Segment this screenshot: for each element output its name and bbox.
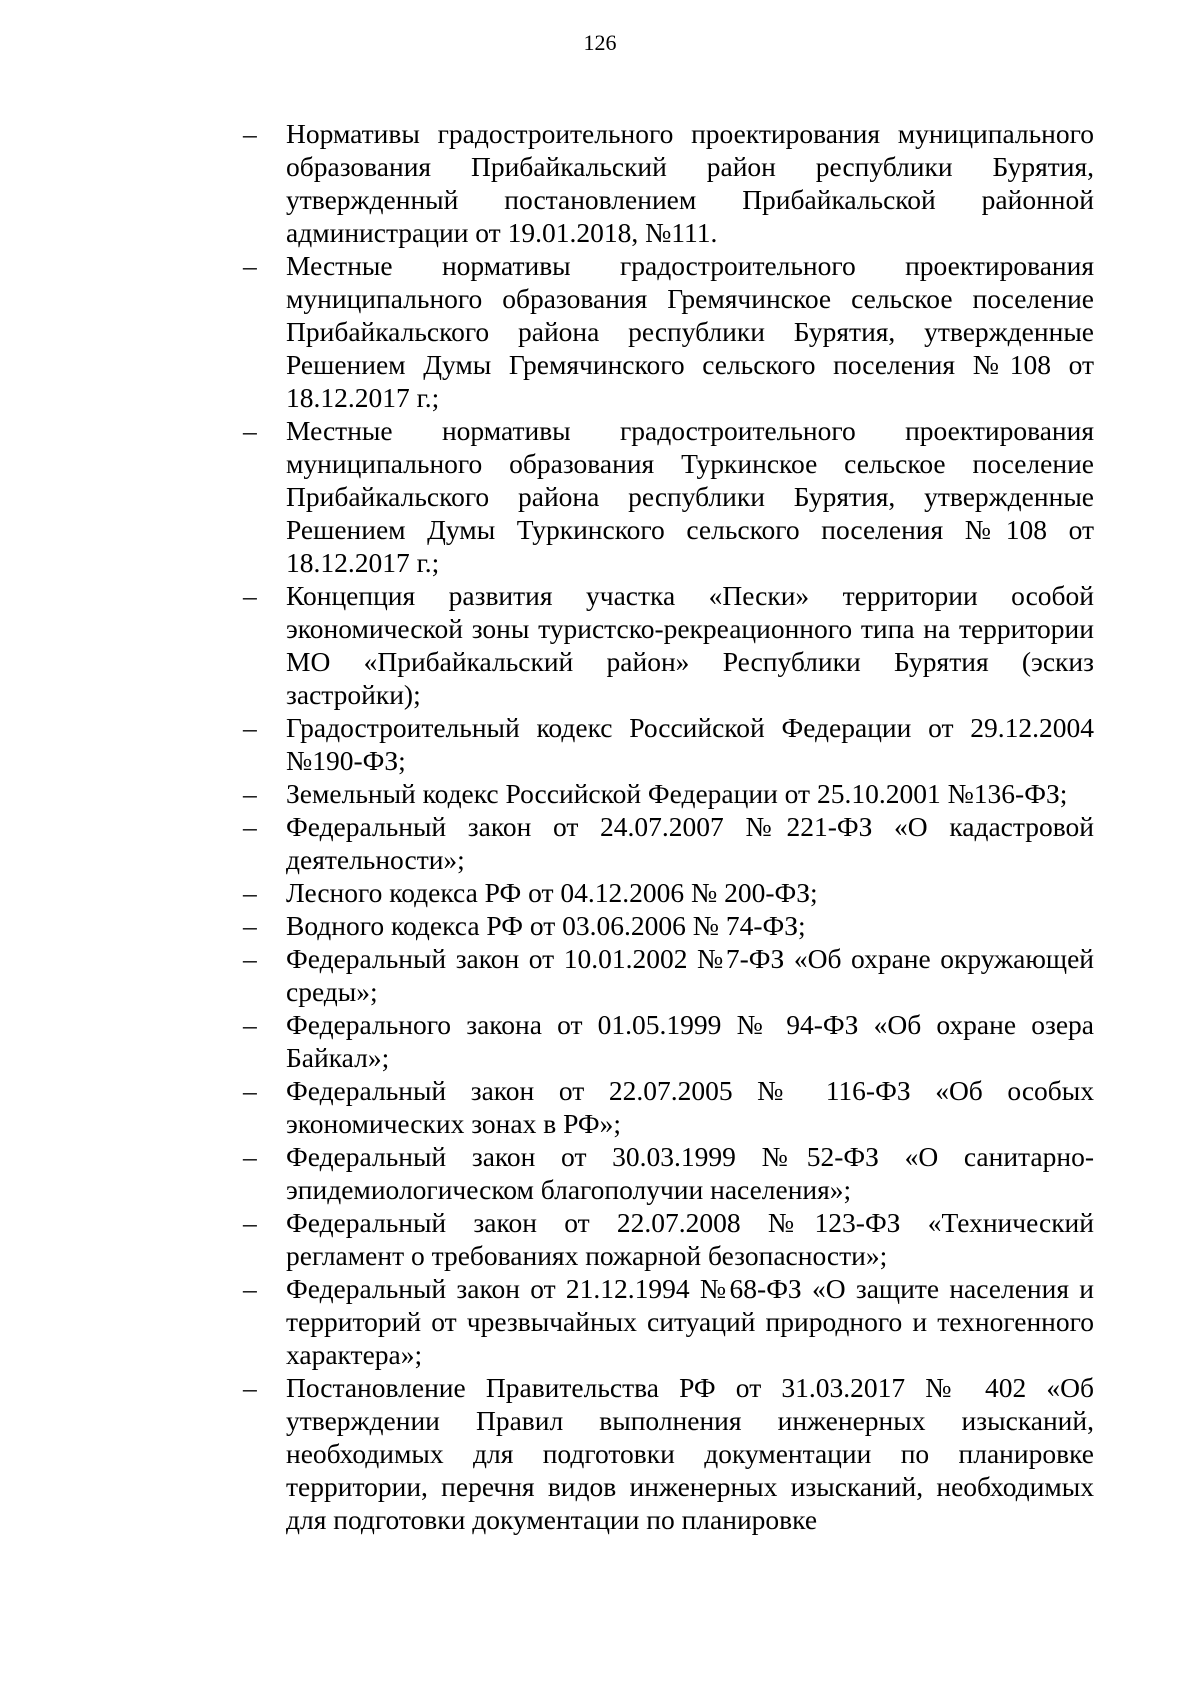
list-item-text: Федеральный закон от 30.03.1999 №52-ФЗ «О санитарно-эпидемиологическом благополучии населения»;	[286, 1141, 1094, 1205]
list-item	[0, 1272, 1200, 1371]
list-item	[0, 777, 1200, 810]
list-item	[0, 876, 1200, 909]
list-item	[0, 810, 1200, 876]
list-item-text: Местные нормативы градостроительного проектирования муниципального образования Туркинское сельское поселение Прибайкальского района республики Бурятия, утвержденные Решением Думы Туркинского сельского поселения №108 от 18.12.2017 г.;	[286, 415, 1094, 578]
list-item-text: Федеральный закон от 22.07.2008 №123-ФЗ «Технический регламент о требованиях пожарной безопасности»;	[286, 1207, 1094, 1271]
list-item	[0, 1371, 1200, 1536]
page-number: 126	[583, 30, 617, 55]
list-item-text: Концепция развития участка «Пески» территории особой экономической зоны туристско-рекреационного типа на территории МО «Прибайкальский район» Республики Бурятия (эскиз застройки);	[286, 580, 1094, 710]
list-item	[0, 1140, 1200, 1206]
list-item	[0, 117, 1200, 249]
list-bullet: –	[243, 580, 257, 611]
list-item	[0, 1206, 1200, 1272]
list-item-text: Постановление Правительства РФ от 31.03.2017 № 402 «Об утверждении Правил выполнения инженерных изысканий, необходимых для подготовки документации по планировке территории, перечня видов инженерных изысканий, необходимых для подготовки документации по планировке	[286, 1372, 1094, 1535]
list-bullet: –	[243, 778, 257, 809]
list-bullet: –	[243, 1273, 257, 1304]
list-item	[0, 909, 1200, 942]
list-item-text: Водного кодекса РФ от 03.06.2006 № 74-ФЗ;	[286, 910, 806, 941]
list-bullet: –	[243, 250, 257, 281]
list-bullet: –	[243, 1141, 257, 1172]
list-bullet: –	[243, 910, 257, 941]
list-bullet: –	[243, 877, 257, 908]
list-item	[0, 414, 1200, 579]
list-bullet: –	[243, 1009, 257, 1040]
list-item-text: Лесного кодекса РФ от 04.12.2006 № 200-ФЗ;	[286, 877, 818, 908]
list-item	[0, 711, 1200, 777]
list-bullet: –	[243, 1075, 257, 1106]
list-item-text: Федеральный закон от 22.07.2005 № 116-ФЗ «Об особых экономических зонах в РФ»;	[286, 1075, 1094, 1139]
list-item-text: Местные нормативы градостроительного проектирования муниципального образования Гремячинское сельское поселение Прибайкальского района республики Бурятия, утвержденные Решением Думы Гремячинского сельского поселения №108 от 18.12.2017 г.;	[286, 250, 1094, 413]
list-item	[0, 249, 1200, 414]
list-item	[0, 942, 1200, 1008]
list-item	[0, 579, 1200, 711]
list-item-text: Федерального закона от 01.05.1999 № 94-ФЗ «Об охране озера Байкал»;	[286, 1009, 1094, 1073]
list-item	[0, 1008, 1200, 1074]
list-item-text: Нормативы градостроительного проектирования муниципального образования Прибайкальский район республики Бурятия, утвержденный постановлением Прибайкальской районной администрации от 19.01.2018, №111.	[286, 118, 1094, 248]
list-bullet: –	[243, 118, 257, 149]
list-item-text: Земельный кодекс Российской Федерации от 25.10.2001 №136-ФЗ;	[286, 778, 1068, 809]
list-item	[0, 1074, 1200, 1140]
list-bullet: –	[243, 1207, 257, 1238]
list-bullet: –	[243, 811, 257, 842]
list-item-text: Федеральный закон от 21.12.1994 №68-ФЗ «О защите населения и территорий от чрезвычайных ситуаций природного и техногенного характера»;	[286, 1273, 1094, 1370]
list-item-text: Федеральный закон от 10.01.2002 №7-ФЗ «Об охране окружающей среды»;	[286, 943, 1094, 1007]
regulations-list	[0, 117, 1200, 1536]
list-item-text: Градостроительный кодекс Российской Федерации от 29.12.2004 №190-ФЗ;	[286, 712, 1094, 776]
list-bullet: –	[243, 943, 257, 974]
list-bullet: –	[243, 712, 257, 743]
list-item-text: Федеральный закон от 24.07.2007 №221-ФЗ «О кадастровой деятельности»;	[286, 811, 1094, 875]
list-bullet: –	[243, 1372, 257, 1403]
list-bullet: –	[243, 415, 257, 446]
